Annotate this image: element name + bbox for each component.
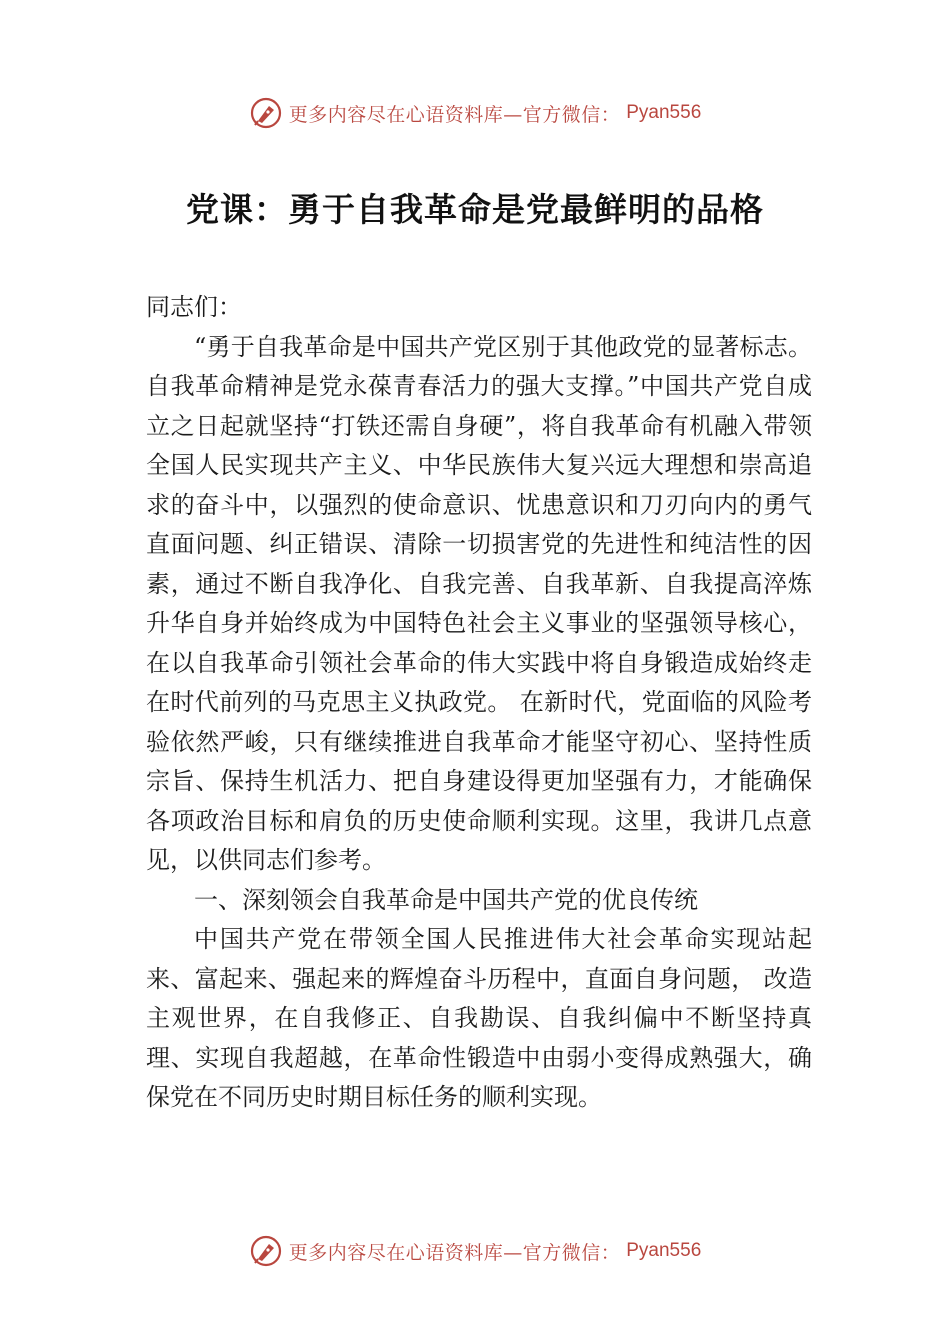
- document-body: [146, 288, 812, 1118]
- document-title: 党课：勇于自我革命是党最鲜明的品格: [186, 190, 764, 229]
- watermark-wechat-id: Pyan556: [626, 1240, 702, 1261]
- pen-nib-icon: [249, 96, 283, 130]
- watermark-text: 更多内容尽在心语资料库—官方微信：: [288, 1241, 621, 1264]
- section-paragraph: 中国共产党在带领全国人民推进伟大社会革命实现站起来、富起来、强起来的辉煌奋斗历程中，直面自身问题， 改造主观世界，在自我修正、自我勘误、自我纠偏中不断坚持真理、实现自我超越，在革命性锻造中由弱小变得成熟强大，确保党在不同历史时期目标任务的顺利实现。: [146, 925, 812, 1111]
- body-paragraph: “勇于自我革命是中国共产党区别于其他政党的显著标志。自我革命精神是党永葆青春活力的强大支撑。”中国共产党自成立之日起就坚持“打铁还需自身硬”，将自我革命有机融入带领全国人民实现共产主义、中华民族伟大复兴远大理想和崇高追求的奋斗中，以强烈的使命意识、忧患意识和刀刃向内的勇气直面问题、纠正错误、清除一切损害党的先进性和纯洁性的因素，通过不断自我净化、自我完善、自我革新、自我提高淬炼升华自身并始终成为中国特色社会主义事业的坚强领导核心，在以自我革命引领社会革命的伟大实践中将自身锻造成始终走在时代前列的马克思主义执政党。 在新时代，党面临的风险考验依然严峻，只有继续推进自我革命才能坚守初心、坚持性质宗旨、保持生机活力、把自身建设得更加坚强有力，才能确保各项政治目标和肩负的历史使命顺利实现。这里，我讲几点意见，以供同志们参考。: [146, 332, 812, 874]
- header-watermark: [0, 96, 950, 130]
- footer-watermark: [0, 1234, 950, 1268]
- section-heading: 一、深刻领会自我革命是中国共产党的优良传统: [194, 885, 698, 914]
- watermark-wechat-id: Pyan556: [626, 102, 702, 123]
- pen-nib-icon: [249, 1234, 283, 1268]
- salutation: 同志们：: [146, 293, 242, 321]
- watermark-text: 更多内容尽在心语资料库—官方微信：: [288, 103, 621, 126]
